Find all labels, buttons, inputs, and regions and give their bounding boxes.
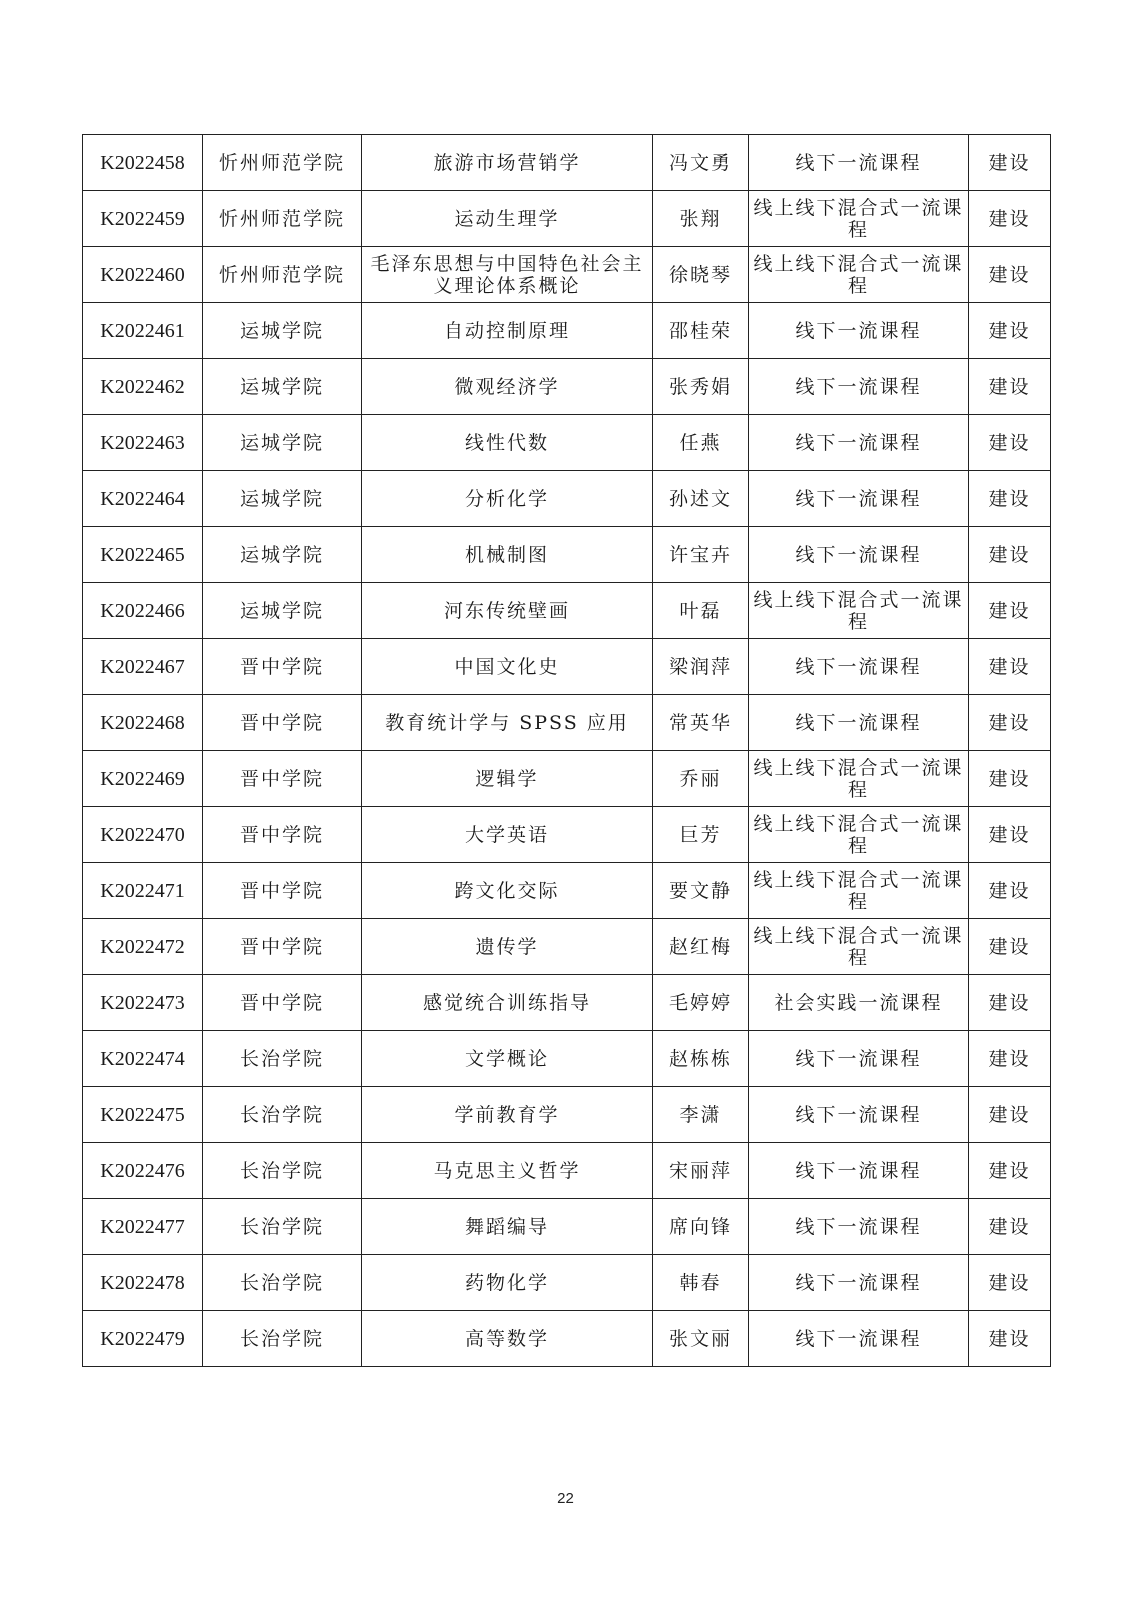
course-leader-cell: 赵红梅: [653, 919, 749, 975]
project-code-cell: K2022459: [83, 191, 203, 247]
course-name-cell: 跨文化交际: [362, 863, 653, 919]
course-category-cell: 线上线下混合式一流课程: [749, 751, 969, 807]
school-cell: 忻州师范学院: [203, 135, 362, 191]
course-name-cell: 高等数学: [362, 1311, 653, 1367]
table-row: [83, 303, 1051, 359]
table-row: [83, 471, 1051, 527]
school-cell: 运城学院: [203, 415, 362, 471]
course-category-cell: 线上线下混合式一流课程: [749, 919, 969, 975]
school-cell: 忻州师范学院: [203, 191, 362, 247]
table-row: [83, 1087, 1051, 1143]
project-type-cell: 建设: [969, 583, 1051, 639]
course-leader-cell: 席向锋: [653, 1199, 749, 1255]
course-category-cell: 线下一流课程: [749, 1087, 969, 1143]
project-type-cell: 建设: [969, 191, 1051, 247]
course-name-cell: 线性代数: [362, 415, 653, 471]
project-type-cell: 建设: [969, 1255, 1051, 1311]
project-type-cell: 建设: [969, 1311, 1051, 1367]
school-cell: 晋中学院: [203, 919, 362, 975]
project-code-cell: K2022476: [83, 1143, 203, 1199]
table-row: [83, 863, 1051, 919]
school-cell: 晋中学院: [203, 695, 362, 751]
course-leader-cell: 赵栋栋: [653, 1031, 749, 1087]
course-category-cell: 线下一流课程: [749, 527, 969, 583]
course-name-cell: 逻辑学: [362, 751, 653, 807]
table-row: [83, 135, 1051, 191]
course-name-cell: 旅游市场营销学: [362, 135, 653, 191]
project-type-cell: 建设: [969, 1031, 1051, 1087]
table-row: [83, 751, 1051, 807]
table-row: [83, 1199, 1051, 1255]
project-code-cell: K2022461: [83, 303, 203, 359]
project-type-cell: 建设: [969, 415, 1051, 471]
course-leader-cell: 要文静: [653, 863, 749, 919]
course-table: [82, 134, 1051, 1367]
project-code-cell: K2022464: [83, 471, 203, 527]
course-category-cell: 线上线下混合式一流课程: [749, 247, 969, 303]
project-type-cell: 建设: [969, 247, 1051, 303]
course-name-cell: 感觉统合训练指导: [362, 975, 653, 1031]
course-leader-cell: 巨芳: [653, 807, 749, 863]
course-category-cell: 线下一流课程: [749, 135, 969, 191]
course-category-cell: 线上线下混合式一流课程: [749, 863, 969, 919]
project-type-cell: 建设: [969, 1199, 1051, 1255]
course-table-body: [83, 135, 1051, 1367]
course-name-cell: 河东传统壁画: [362, 583, 653, 639]
course-name-cell: 毛泽东思想与中国特色社会主义理论体系概论: [362, 247, 653, 303]
project-code-cell: K2022470: [83, 807, 203, 863]
project-type-cell: 建设: [969, 471, 1051, 527]
table-row: [83, 919, 1051, 975]
course-leader-cell: 冯文勇: [653, 135, 749, 191]
school-cell: 运城学院: [203, 527, 362, 583]
table-row: [83, 695, 1051, 751]
school-cell: 晋中学院: [203, 863, 362, 919]
course-leader-cell: 张文丽: [653, 1311, 749, 1367]
project-type-cell: 建设: [969, 975, 1051, 1031]
school-cell: 长治学院: [203, 1255, 362, 1311]
table-row: [83, 639, 1051, 695]
project-code-cell: K2022479: [83, 1311, 203, 1367]
project-code-cell: K2022467: [83, 639, 203, 695]
course-leader-cell: 乔丽: [653, 751, 749, 807]
course-category-cell: 社会实践一流课程: [749, 975, 969, 1031]
project-type-cell: 建设: [969, 303, 1051, 359]
course-name-cell: 自动控制原理: [362, 303, 653, 359]
course-leader-cell: 许宝卉: [653, 527, 749, 583]
course-leader-cell: 梁润萍: [653, 639, 749, 695]
course-category-cell: 线下一流课程: [749, 1199, 969, 1255]
table-row: [83, 807, 1051, 863]
course-category-cell: 线上线下混合式一流课程: [749, 807, 969, 863]
project-type-cell: 建设: [969, 1087, 1051, 1143]
page-number: 22: [557, 1490, 574, 1507]
project-code-cell: K2022478: [83, 1255, 203, 1311]
school-cell: 运城学院: [203, 471, 362, 527]
project-code-cell: K2022473: [83, 975, 203, 1031]
course-name-cell: 舞蹈编导: [362, 1199, 653, 1255]
school-cell: 长治学院: [203, 1087, 362, 1143]
course-category-cell: 线下一流课程: [749, 695, 969, 751]
course-category-cell: 线下一流课程: [749, 415, 969, 471]
course-leader-cell: 张翔: [653, 191, 749, 247]
course-category-cell: 线下一流课程: [749, 1031, 969, 1087]
project-type-cell: 建设: [969, 695, 1051, 751]
project-code-cell: K2022472: [83, 919, 203, 975]
project-type-cell: 建设: [969, 527, 1051, 583]
school-cell: 运城学院: [203, 583, 362, 639]
course-leader-cell: 任燕: [653, 415, 749, 471]
course-category-cell: 线下一流课程: [749, 639, 969, 695]
course-name-cell: 机械制图: [362, 527, 653, 583]
project-type-cell: 建设: [969, 639, 1051, 695]
project-type-cell: 建设: [969, 919, 1051, 975]
course-name-cell: 学前教育学: [362, 1087, 653, 1143]
table-row: [83, 975, 1051, 1031]
school-cell: 运城学院: [203, 359, 362, 415]
course-name-cell: 药物化学: [362, 1255, 653, 1311]
project-code-cell: K2022474: [83, 1031, 203, 1087]
project-type-cell: 建设: [969, 359, 1051, 415]
project-code-cell: K2022466: [83, 583, 203, 639]
course-leader-cell: 孙述文: [653, 471, 749, 527]
course-name-cell: 分析化学: [362, 471, 653, 527]
course-leader-cell: 李潇: [653, 1087, 749, 1143]
table-row: [83, 583, 1051, 639]
course-name-cell: 文学概论: [362, 1031, 653, 1087]
project-type-cell: 建设: [969, 807, 1051, 863]
project-type-cell: 建设: [969, 1143, 1051, 1199]
project-code-cell: K2022471: [83, 863, 203, 919]
course-name-cell: 中国文化史: [362, 639, 653, 695]
course-name-cell: 大学英语: [362, 807, 653, 863]
project-code-cell: K2022463: [83, 415, 203, 471]
course-name-cell: 马克思主义哲学: [362, 1143, 653, 1199]
project-code-cell: K2022477: [83, 1199, 203, 1255]
table-row: [83, 359, 1051, 415]
course-leader-cell: 宋丽萍: [653, 1143, 749, 1199]
school-cell: 晋中学院: [203, 639, 362, 695]
school-cell: 长治学院: [203, 1143, 362, 1199]
table-row: [83, 527, 1051, 583]
course-leader-cell: 毛婷婷: [653, 975, 749, 1031]
course-leader-cell: 张秀娟: [653, 359, 749, 415]
course-name-cell: 遗传学: [362, 919, 653, 975]
school-cell: 长治学院: [203, 1031, 362, 1087]
course-category-cell: 线上线下混合式一流课程: [749, 583, 969, 639]
course-leader-cell: 常英华: [653, 695, 749, 751]
table-row: [83, 191, 1051, 247]
course-category-cell: 线下一流课程: [749, 303, 969, 359]
table-row: [83, 415, 1051, 471]
course-category-cell: 线上线下混合式一流课程: [749, 191, 969, 247]
table-row: [83, 1143, 1051, 1199]
project-code-cell: K2022462: [83, 359, 203, 415]
course-category-cell: 线下一流课程: [749, 471, 969, 527]
course-table-container: [82, 134, 1050, 1367]
course-name-cell: 微观经济学: [362, 359, 653, 415]
school-cell: 晋中学院: [203, 807, 362, 863]
school-cell: 晋中学院: [203, 975, 362, 1031]
course-category-cell: 线下一流课程: [749, 1143, 969, 1199]
course-category-cell: 线下一流课程: [749, 1255, 969, 1311]
school-cell: 忻州师范学院: [203, 247, 362, 303]
course-category-cell: 线下一流课程: [749, 359, 969, 415]
course-leader-cell: 徐晓琴: [653, 247, 749, 303]
project-type-cell: 建设: [969, 135, 1051, 191]
school-cell: 晋中学院: [203, 751, 362, 807]
table-row: [83, 1031, 1051, 1087]
course-category-cell: 线下一流课程: [749, 1311, 969, 1367]
course-name-cell: 运动生理学: [362, 191, 653, 247]
project-code-cell: K2022475: [83, 1087, 203, 1143]
course-leader-cell: 邵桂荣: [653, 303, 749, 359]
table-row: [83, 1255, 1051, 1311]
course-leader-cell: 叶磊: [653, 583, 749, 639]
project-code-cell: K2022468: [83, 695, 203, 751]
course-leader-cell: 韩春: [653, 1255, 749, 1311]
project-code-cell: K2022465: [83, 527, 203, 583]
project-code-cell: K2022460: [83, 247, 203, 303]
table-row: [83, 247, 1051, 303]
table-row: [83, 1311, 1051, 1367]
school-cell: 长治学院: [203, 1199, 362, 1255]
school-cell: 运城学院: [203, 303, 362, 359]
project-code-cell: K2022469: [83, 751, 203, 807]
course-name-cell: 教育统计学与 SPSS 应用: [362, 695, 653, 751]
project-code-cell: K2022458: [83, 135, 203, 191]
school-cell: 长治学院: [203, 1311, 362, 1367]
project-type-cell: 建设: [969, 751, 1051, 807]
project-type-cell: 建设: [969, 863, 1051, 919]
